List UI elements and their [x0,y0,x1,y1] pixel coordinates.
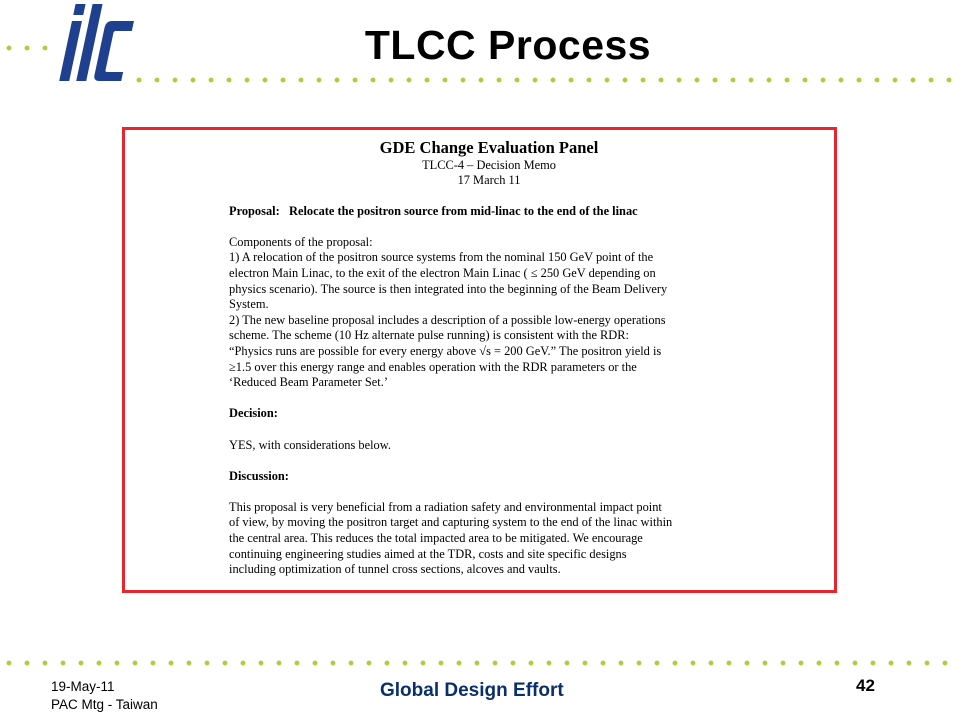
components-line: 2) The new baseline proposal includes a description of a possible low-energy operations [229,312,666,327]
components-line: ≥1.5 over this energy range and enables operation with the RDR parameters or the [229,359,637,374]
memo-date: 17 March 11 [457,173,521,187]
memo-panel-title: GDE Change Evaluation Panel [379,138,599,157]
discussion-label: Discussion: [229,468,289,483]
memo-subtitle: TLCC-4 – Decision Memo [422,158,556,172]
footer-info [51,678,158,714]
footer-date: 19-May-11 [51,679,115,694]
components-line: ‘Reduced Beam Parameter Set.’ [229,375,388,390]
decision-label: Decision: [229,406,278,421]
proposal-line [229,204,749,220]
decision-memo [229,138,749,578]
discussion-line: of view, by moving the positron target and capturing system to the end of the linac within [229,515,673,530]
proposal-text: Relocate the positron source from mid-linac to the end of the linac [289,203,638,218]
components-heading: Components of the proposal: [229,234,373,249]
discussion-line: continuing engineering studies aimed at the TDR, costs and site specific designs [229,546,627,561]
components-line: 1) A relocation of the positron source systems from the nominal 150 GeV point of the [229,250,654,265]
components-line: “Physics runs are possible for every energy above √s = 200 GeV.” The positron yield is [229,343,662,358]
components-line: electron Main Linac, to the exit of the electron Main Linac ( ≤ 250 GeV depending on [229,265,656,280]
decision-text: YES, with considerations below. [229,437,391,452]
decorative-dots-top [130,76,960,84]
proposal-label: Proposal: [229,203,280,218]
discussion-line: This proposal is very beneficial from a radiation safety and environmental impact point [229,499,662,514]
components-line: physics scenario). The source is then integrated into the beginning of the Beam Delivery [229,281,668,296]
page-number: 42 [856,676,875,695]
discussion-line: the central area. This reduces the total impacted area to be mitigated. We encourage [229,531,643,546]
components-line: scheme. The scheme (10 Hz alternate pulse running) is consistent with the RDR: [229,328,629,343]
footer-organization: Global Design Effort [380,680,564,701]
discussion-line: including optimization of tunnel cross sections, alcoves and vaults. [229,562,561,577]
footer-meeting: PAC Mtg - Taiwan [51,697,158,712]
decision-memo-frame [122,127,837,593]
memo-header [229,138,749,188]
decorative-dots-bottom [0,659,960,667]
components-line: System. [229,297,269,312]
slide-title: TLCC Process [364,22,652,68]
